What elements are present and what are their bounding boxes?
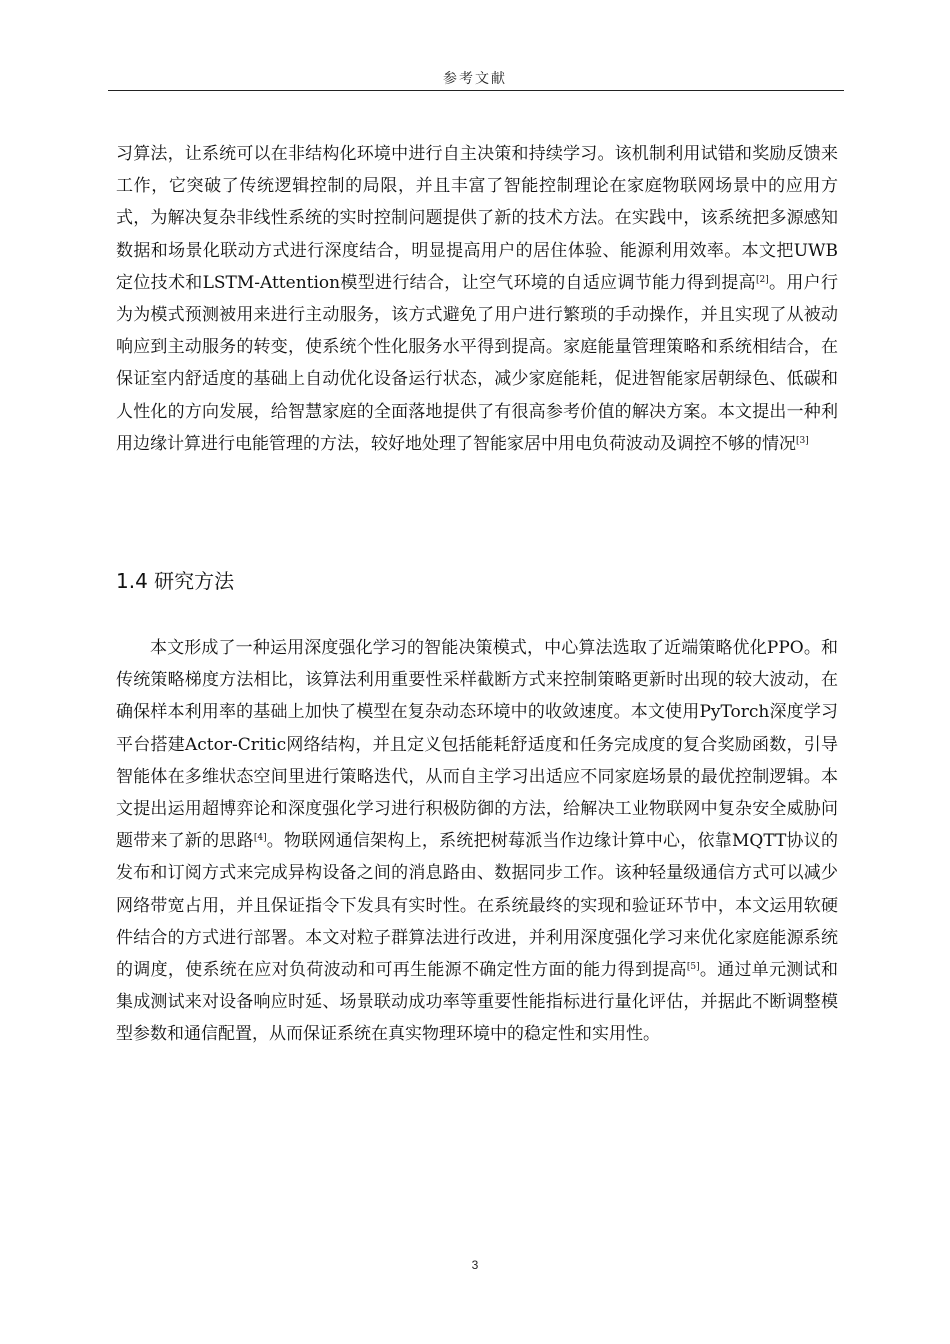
- citation-2: [2]: [755, 274, 769, 285]
- citation-3: [3]: [796, 435, 809, 446]
- body-paragraph-2: [116, 632, 838, 1051]
- paragraph-1-text-2: 。用户行为为模式预测被用来进行主动服务，该方式避免了用户进行繁琐的手动操作，并且实现了从被动响应到主动服务的转变，使系统个性化服务水平得到提高。家庭能量管理策略和系统相结合，在保证室内舒适度的基础上自动优化设备运行状态，减少家庭能耗，促进智能家居朝绿色、低碳和人性化的方向发展，给智慧家庭的全面落地提供了有很高参考价值的解决方案。本文提出一种利用边缘计算进行电能管理的方法，较好地处理了智能家居中用电负荷波动及调控不够的情况: [116, 272, 838, 454]
- header-divider: [108, 90, 844, 91]
- citation-5: [5]: [686, 962, 700, 973]
- paragraph-2-text-3: 。通过单元测试和集成测试来对设备响应时延、场景联动成功率等重要性能指标进行量化评估，并据此不断调整模型参数和通信配置，从而保证系统在真实物理环境中的稳定性和实用性。: [116, 960, 838, 1045]
- section-heading: 1.4 研究方法: [116, 569, 235, 593]
- paragraph-2-text-1: 本文形成了一种运用深度强化学习的智能决策模式，中心算法选取了近端策略优化PPO。和传统策略梯度方法相比，该算法利用重要性采样截断方式来控制策略更新时出现的较大波动，在确保样本利用率的基础上加快了模型在复杂动态环境中的收敛速度。本文使用PyTorch深度学习平台搭建Actor-Critic网络结构，并且定义包括能耗舒适度和任务完成度的复合奖励函数，引导智能体在多维状态空间里进行策略迭代，从而自主学习出适应不同家庭场景的最优控制逻辑。本文提出运用超博弈论和深度强化学习进行积极防御的方法，给解决工业物联网中复杂安全威胁问题带来了新的思路: [116, 638, 838, 852]
- citation-4: [4]: [253, 833, 267, 844]
- body-paragraph-1: [116, 138, 838, 460]
- paragraph-2-text-2: 。物联网通信架构上，系统把树莓派当作边缘计算中心，依靠MQTT协议的发布和订阅方式来完成异构设备之间的消息路由、数据同步工作。该种轻量级通信方式可以减少网络带宽占用，并且保证指令下发具有实时性。在系统最终的实现和验证环节中，本文运用软硬件结合的方式进行部署。本文对粒子群算法进行改进，并利用深度强化学习来优化家庭能源系统的调度，使系统在应对负荷波动和可再生能源不确定性方面的能力得到提高: [116, 831, 838, 981]
- running-header: 参考文献: [443, 71, 507, 87]
- page-number: 3: [471, 1258, 479, 1272]
- paragraph-1-text-1: 习算法，让系统可以在非结构化环境中进行自主决策和持续学习。该机制利用试错和奖励反馈来工作，它突破了传统逻辑控制的局限，并且丰富了智能控制理论在家庭物联网场景中的应用方式，为解决复杂非线性系统的实时控制问题提供了新的技术方法。在实践中，该系统把多源感知数据和场景化联动方式进行深度结合，明显提高用户的居住体验、能源利用效率。本文把UWB定位技术和LSTM-Attention模型进行结合，让空气环境的自适应调节能力得到提高: [116, 144, 838, 293]
